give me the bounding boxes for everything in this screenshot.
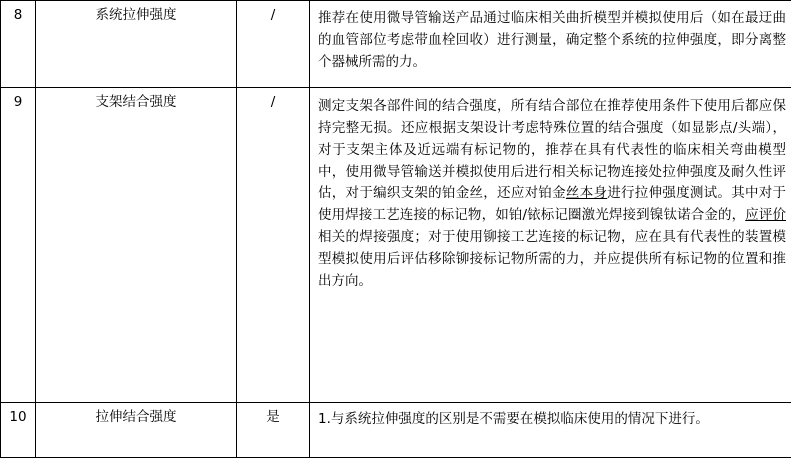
row-name-text: 系统拉伸强度 [95,7,177,23]
table-body [1,1,791,458]
row-flag-cell [237,1,310,88]
row-description-text: 推荐在使用微导管输送产品通过临床相关曲折模型并模拟使用后（如在最迂曲的血管部位考虑带血栓回收）进行测量，确定整个系统的拉伸强度，即分离整个器械所需的力。 [318,10,786,70]
row-description-cell [310,88,791,403]
row-name-text: 支架结合强度 [95,94,177,110]
row-flag-cell [237,88,310,403]
row-name-cell [36,1,237,88]
row-description-text: 测定支架各部件间的结合强度，所有结合部位在推荐使用条件下使用后都应保持完整无损。还应根据支架设计考虑特殊位置的结合强度（如显影点/头端），对于支架主体及近远端有标记物的，推荐在具有代表性的临床相关弯曲模型中，使用微导管输送并模拟使用后进行相关标记物连接处拉伸强度及耐久性评估，对于编织支架的铂金丝，还应对铂金丝本身进行拉伸强度测试。其中对于使用焊接工艺连接的标记物，如铂/铱标记圈激光焊接到镍钛诺合金的，应评价相关的焊接强度；对于使用铆接工艺连接的标记物，应在具有代表性的装置模型模拟使用后评估移除铆接标记物所需的力，并应提供所有标记物的位置和推出方向。 [318,98,787,289]
row-index-text: 10 [9,409,27,425]
row-description-cell [310,403,791,458]
row-flag-cell [237,403,310,458]
row-description-cell [310,1,791,88]
row-flag-text: / [270,94,276,110]
row-index-cell [1,1,36,88]
row-description-text: 1.与系统拉伸强度的区别是不需要在模拟临床使用的情况下进行。 [318,411,709,427]
table-row [1,403,791,458]
row-flag-text: / [270,7,276,23]
row-index-cell [1,403,36,458]
table-row [1,88,791,403]
table-row [1,1,791,88]
row-flag-text: 是 [266,409,280,425]
row-index-text: 8 [13,7,23,23]
row-name-text: 拉伸结合强度 [95,409,177,425]
row-index-text: 9 [13,94,23,110]
row-name-cell [36,88,237,403]
row-index-cell [1,88,36,403]
row-name-cell [36,403,237,458]
